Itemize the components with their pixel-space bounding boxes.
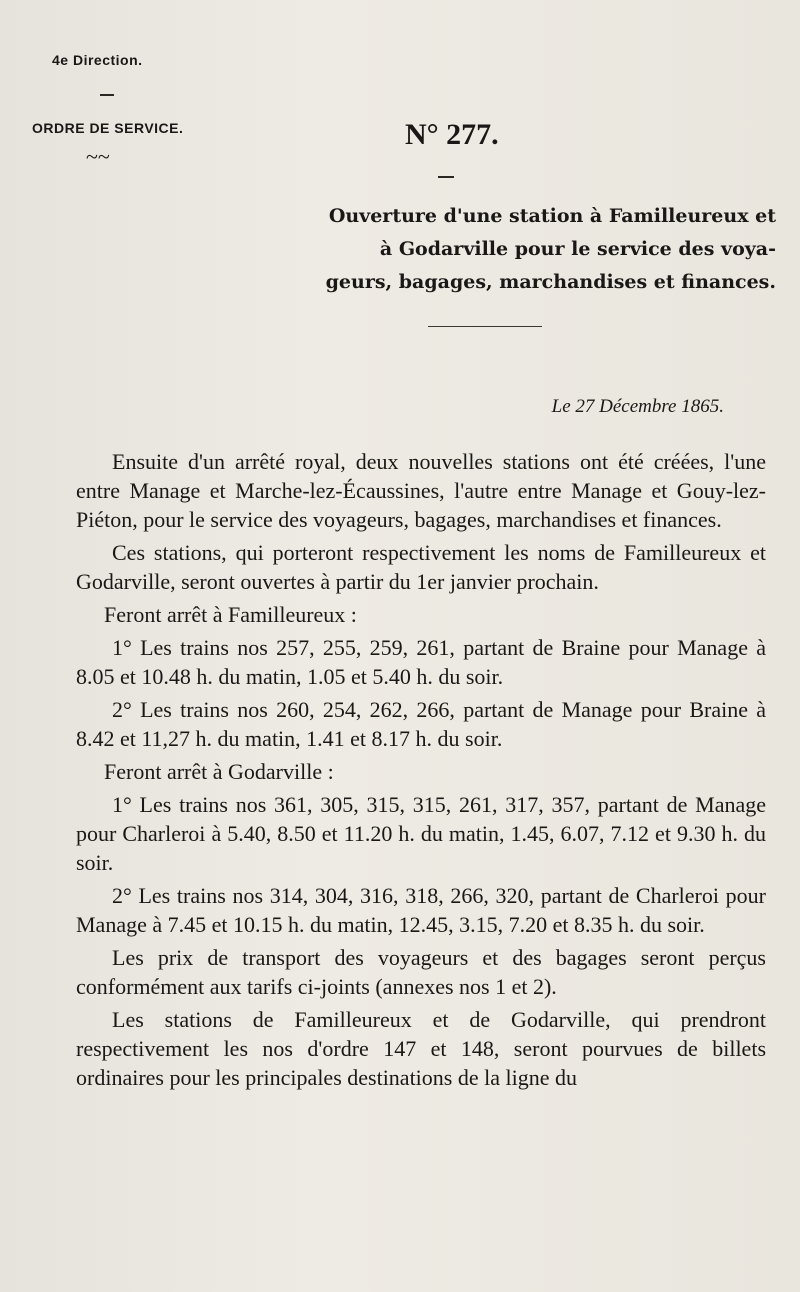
title-rule [428,326,542,327]
paragraph: 1° Les trains nos 361, 305, 315, 315, 261, 317, 357, partant de Manage pour Charleroi à 5.40, 8.50 et 11.20 h. du matin, 1.45, 6.07, 7.12 et 9.30 h. du soir. [76,792,766,875]
paragraph: Les stations de Familleureux et de Godarville, qui prendront respectivement les nos d'ordre 147 et 148, seront pourvues de billets ordinaires pour les principales destinations de la ligne du [76,1007,766,1090]
document-date: Le 27 Décembre 1865. [551,396,724,417]
header-dash [100,94,114,96]
paragraph: 2° Les trains nos 260, 254, 262, 266, partant de Manage pour Braine à 8.42 et 11,27 h. du matin, 1.41 et 8.17 h. du soir. [76,697,766,751]
paragraph: Ensuite d'un arrêté royal, deux nouvelles stations ont été créées, l'une entre Manage et Marche-lez-Écaussines, l'autre entre Manage et Gouy-lez-Piéton, pour le service des voyageurs, bagages, marchandises et finances. [76,449,766,532]
direction-label: 4e Direction. [52,52,143,68]
paragraph: 1° Les trains nos 257, 255, 259, 261, partant de Braine pour Manage à 8.05 et 10.48 h. du matin, 1.05 et 5.40 h. du soir. [76,635,766,689]
ordre-de-service-label: ORDRE DE SERVICE. [32,120,184,136]
order-number: N° 277. [405,118,499,151]
title-line: à Godarville pour le service des voya- [379,238,776,260]
title-line: Ouverture d'une station à Familleureux et [328,205,776,227]
paragraph: Feront arrêt à Familleureux : [104,602,357,627]
number-dash [438,176,454,178]
document-body [76,447,766,1096]
paragraph: 2° Les trains nos 314, 304, 316, 318, 266, 320, partant de Charleroi pour Manage à 7.45 et 10.15 h. du matin, 12.45, 3.15, 7.20 et 8.35 h. du soir. [76,883,766,937]
paragraph: Ces stations, qui porteront respectivement les noms de Familleureux et Godarville, seront ouvertes à partir du 1er janvier prochain. [76,540,766,594]
title-line: geurs, bagages, marchandises et finances. [325,271,776,293]
paragraph: Les prix de transport des voyageurs et des bagages seront perçus conformément aux tarifs ci-joints (annexes nos 1 et 2). [76,945,766,999]
document-title [206,200,776,299]
paragraph: Feront arrêt à Godarville : [104,759,334,784]
tilde-ornament: ~~ [86,144,110,169]
